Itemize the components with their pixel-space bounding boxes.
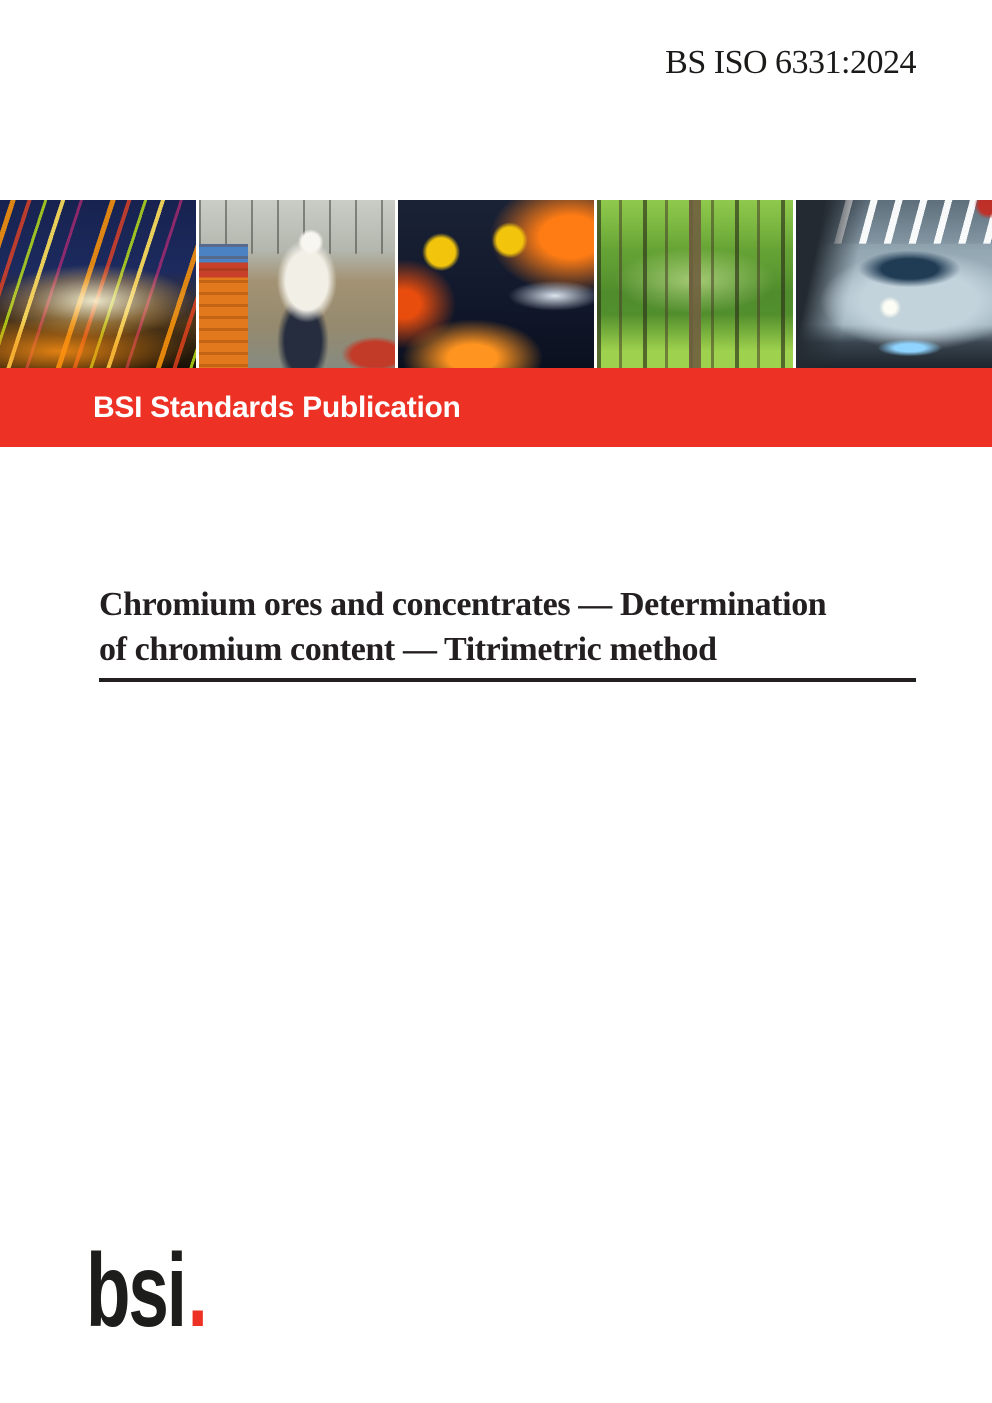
photo-traffic-light-trails — [0, 200, 196, 368]
bsi-logo — [86, 1233, 206, 1349]
title-line-2: of chromium content — Titrimetric method — [99, 631, 717, 668]
standard-title — [99, 582, 919, 672]
photo-warehouse-worker — [199, 200, 395, 368]
document-number: BS ISO 6331:2024 — [665, 44, 916, 81]
photo-firefighters — [398, 200, 594, 368]
title-line-1: Chromium ores and concentrates — Determination — [99, 586, 827, 623]
banner-label: BSI Standards Publication — [93, 390, 461, 424]
photo-strip — [0, 200, 992, 368]
title-rule — [99, 678, 916, 682]
bsi-logo-text: bsi — [86, 1233, 185, 1349]
bsi-logo-dot: . — [187, 1233, 206, 1349]
red-banner — [0, 368, 992, 447]
photo-forest-trees — [597, 200, 793, 368]
photo-car-assembly-line — [796, 200, 992, 368]
